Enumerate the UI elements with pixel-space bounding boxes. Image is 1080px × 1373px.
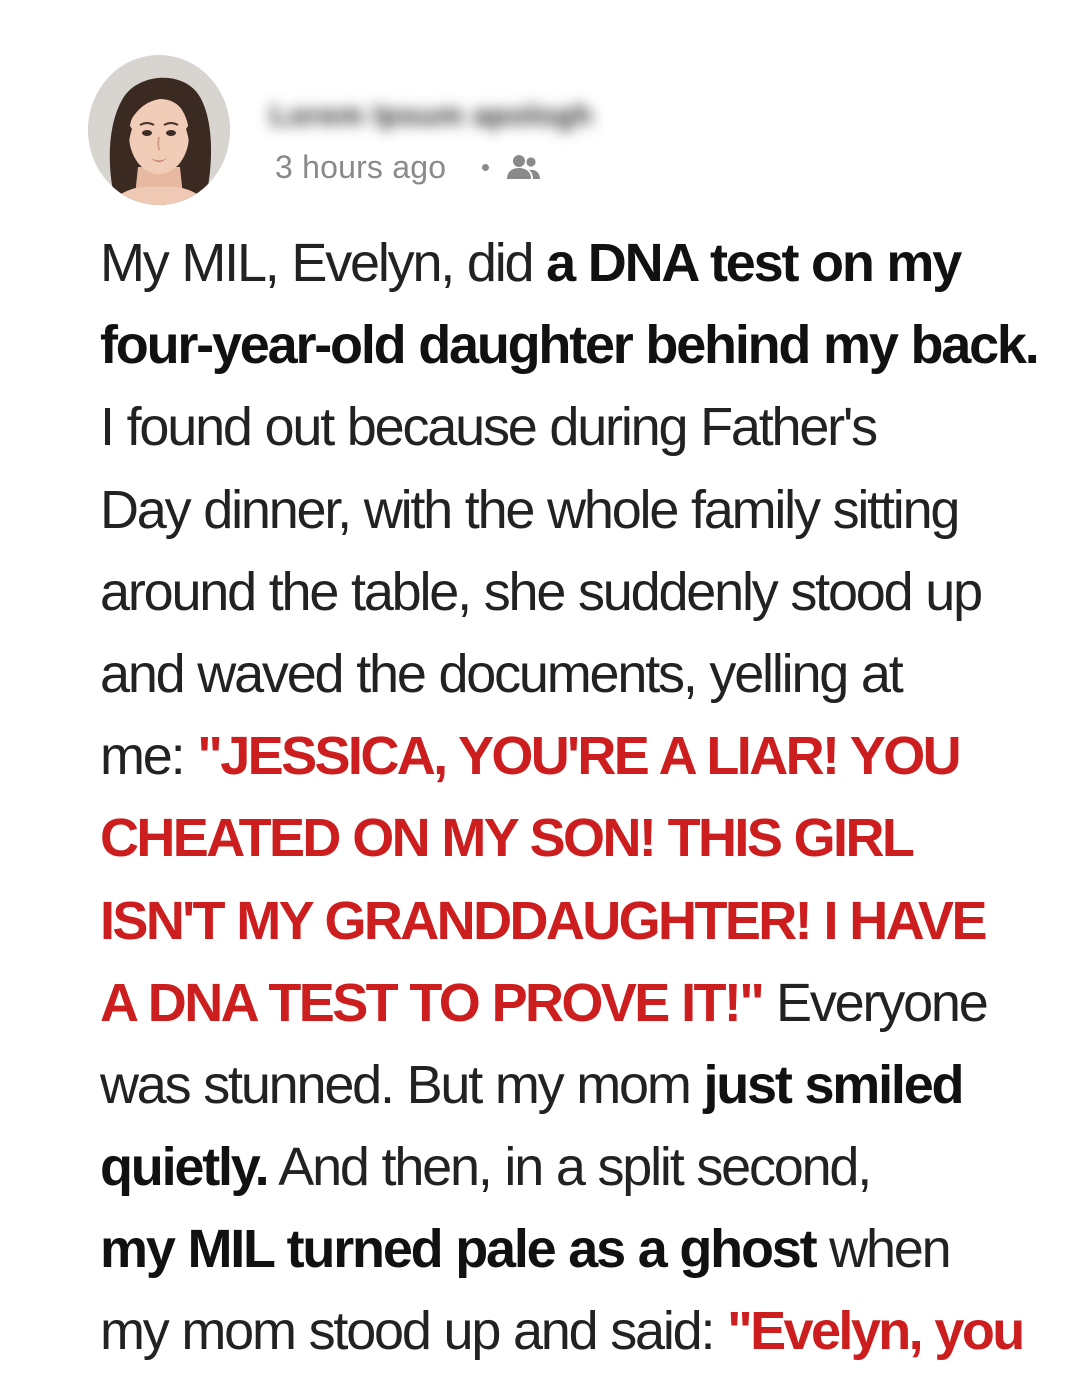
post-meta <box>275 147 541 187</box>
post-line <box>100 304 1038 386</box>
post-line <box>100 797 995 879</box>
author-avatar[interactable] <box>88 55 230 205</box>
text-segment: And then, in a split second, <box>267 1137 871 1198</box>
post-line <box>100 1126 995 1208</box>
post-line <box>100 1290 1023 1372</box>
text-segment: My MIL, Evelyn, did <box>100 233 547 293</box>
post-line <box>100 962 995 1044</box>
bold-text: four-year-old daughter behind my back. <box>100 315 1038 376</box>
text-segment: and waved the documents, yelling at <box>100 643 902 704</box>
text-segment: I found out because during Father's <box>100 397 876 458</box>
post-line <box>100 551 995 633</box>
post-line <box>100 1044 995 1126</box>
author-name[interactable]: Lorem Ipsum apologh <box>270 99 593 132</box>
post-line <box>100 386 995 468</box>
bold-text: just smiled <box>703 1054 963 1115</box>
red-quote-text: "JESSICA, YOU'RE A LIAR! YOU <box>197 726 960 787</box>
profile-photo-icon <box>88 55 230 205</box>
text-segment: my mom stood up and said: <box>100 1301 728 1362</box>
friends-icon[interactable] <box>505 152 541 182</box>
text-segment: Day dinner, with the whole family sitting <box>100 479 959 540</box>
bold-text: my MIL turned pale as a ghost <box>100 1219 816 1280</box>
text-segment: was stunned. But my mom <box>100 1054 704 1115</box>
post-body <box>100 222 1038 1373</box>
bold-text: a DNA test on my <box>546 233 961 293</box>
text-segment: me: <box>100 726 198 787</box>
post-line <box>100 715 995 797</box>
post-timestamp[interactable]: 3 hours ago <box>275 148 447 185</box>
post-header <box>88 55 988 205</box>
red-quote-text: ISN'T MY GRANDDAUGHTER! I HAVE <box>100 890 985 951</box>
bold-text: quietly. <box>100 1137 268 1198</box>
post-line <box>100 633 995 715</box>
separator-dot <box>482 164 489 171</box>
red-quote-text: A DNA TEST TO PROVE IT!" <box>100 972 763 1033</box>
red-quote-text: CHEATED ON MY SON! THIS GIRL <box>100 808 913 869</box>
text-segment: when <box>815 1219 950 1280</box>
text-segment: Everyone <box>762 972 987 1033</box>
red-quote-text: "Evelyn, you <box>727 1301 1023 1362</box>
post-line <box>100 222 995 304</box>
post-line <box>100 469 995 551</box>
post-line <box>100 880 995 962</box>
post-line <box>100 1208 995 1290</box>
text-segment: around the table, she suddenly stood up <box>100 561 981 622</box>
